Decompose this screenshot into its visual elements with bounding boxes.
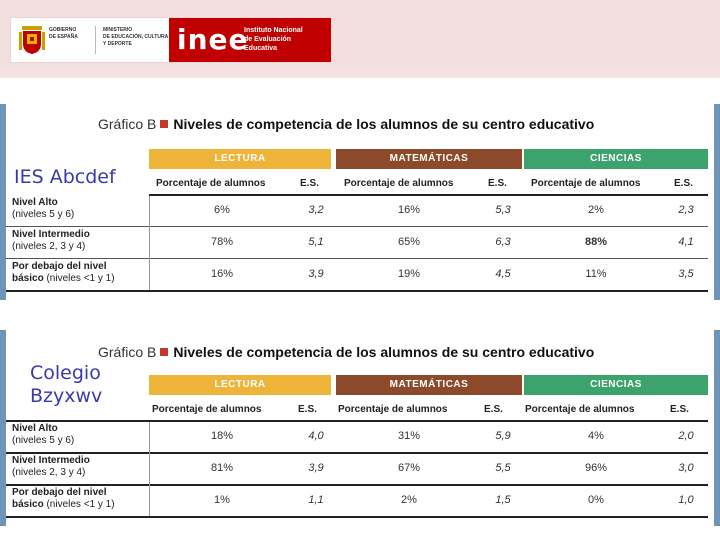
table-rule [149,194,708,196]
table-cell: 2% [588,204,604,216]
table-cell: 67% [397,462,421,474]
table-cell: 3,9 [308,268,324,280]
table-cell: 2,3 [678,204,694,216]
col-header-pct: Porcentaje de alumnos [344,178,454,189]
col-header-es: E.S. [488,178,507,189]
table-cell: 5,1 [308,236,324,248]
row-label-debajo: Por debajo del nivel básico (niveles <1 y 1) [12,261,115,284]
table-cell: 6% [214,204,230,216]
table-cell: 65% [397,236,421,248]
table-cell: 4,0 [308,430,324,442]
row-label-intermedio: Nivel Intermedio (niveles 2, 3 y 4) [12,229,90,252]
row-label-debajo: Por debajo del nivel básico (niveles <1 y 1) [12,487,115,510]
table-cell: 4% [588,430,604,442]
col-header-es: E.S. [674,178,693,189]
header-banner [0,0,720,78]
inee-institute-name: Instituto Nacional de Evaluación Educativa [244,27,303,52]
results-panel-2 [0,330,720,526]
table-cell: 0% [588,494,604,506]
table-cell: 18% [210,430,234,442]
table-cell: 4,5 [495,268,511,280]
chart-title: Gráfico B Niveles de competencia de los alumnos de su centro educativo [98,344,595,360]
col-header-pct: Porcentaje de alumnos [156,178,266,189]
table-rule [6,516,708,518]
table-cell: 3,2 [308,204,324,216]
col-header-es: E.S. [300,178,319,189]
table-cell: 3,9 [308,462,324,474]
title-bullet-icon [160,120,168,128]
results-panel-1 [0,104,720,300]
col-header-pct: Porcentaje de alumnos [531,178,641,189]
table-cell: 5,5 [495,462,511,474]
table-cell: 1,1 [308,494,324,506]
table-cell: 16% [210,268,234,280]
row-label-alto: Nivel Alto (niveles 5 y 6) [12,423,75,446]
subject-header-lectura: LECTURA [149,375,331,395]
logo-divider [95,26,96,54]
subject-header-matematicas: MATEMÁTICAS [336,149,522,169]
row-label-alto: Nivel Alto (niveles 5 y 6) [12,197,75,220]
subject-header-lectura: LECTURA [149,149,331,169]
table-cell: 5,9 [495,430,511,442]
inee-logo-block [169,18,331,62]
col-header-es: E.S. [670,404,689,415]
table-rule [6,258,708,259]
table-rule [6,226,708,227]
table-cell: 3,5 [678,268,694,280]
col-header-pct: Porcentaje de alumnos [338,404,448,415]
table-cell: 19% [397,268,421,280]
table-cell: 2,0 [678,430,694,442]
title-bullet-icon [160,348,168,356]
government-logo-block [10,17,332,63]
table-cell: 16% [397,204,421,216]
coat-of-arms-icon [19,24,45,56]
table-cell: 11% [585,268,607,280]
school-name: IES Abcdef [14,166,116,188]
table-cell: 5,3 [495,204,511,216]
school-name: Colegio Bzyxwv [30,362,103,407]
col-header-pct: Porcentaje de alumnos [525,404,635,415]
col-header-es: E.S. [484,404,503,415]
table-cell: 3,0 [678,462,694,474]
table-cell: 1,5 [495,494,511,506]
table-cell: 6,3 [495,236,511,248]
subject-header-ciencias: CIENCIAS [524,149,708,169]
ministry-label: MINISTERIO DE EDUCACIÓN, CULTURA Y DEPORTE [103,27,169,47]
table-rule [6,290,708,292]
inee-logo: inee [177,23,249,56]
table-cell: 78% [210,236,234,248]
col-header-es: E.S. [298,404,317,415]
table-cell: 1,0 [678,494,694,506]
table-cell: 81% [210,462,234,474]
table-divider [149,196,150,290]
table-cell: 2% [401,494,417,506]
table-cell: 88% [584,236,608,248]
table-cell: 96% [584,462,608,474]
table-divider [149,422,150,516]
subject-header-matematicas: MATEMÁTICAS [336,375,522,395]
chart-title: Gráfico B Niveles de competencia de los alumnos de su centro educativo [98,116,595,132]
table-rule [6,420,708,422]
subject-header-ciencias: CIENCIAS [524,375,708,395]
table-cell: 4,1 [678,236,694,248]
row-label-intermedio: Nivel Intermedio (niveles 2, 3 y 4) [12,455,90,478]
table-rule [6,452,708,454]
col-header-pct: Porcentaje de alumnos [152,404,262,415]
table-cell: 1% [214,494,230,506]
government-label: GOBIERNO DE ESPAÑA [49,27,78,40]
table-cell: 31% [397,430,421,442]
table-rule [6,484,708,486]
